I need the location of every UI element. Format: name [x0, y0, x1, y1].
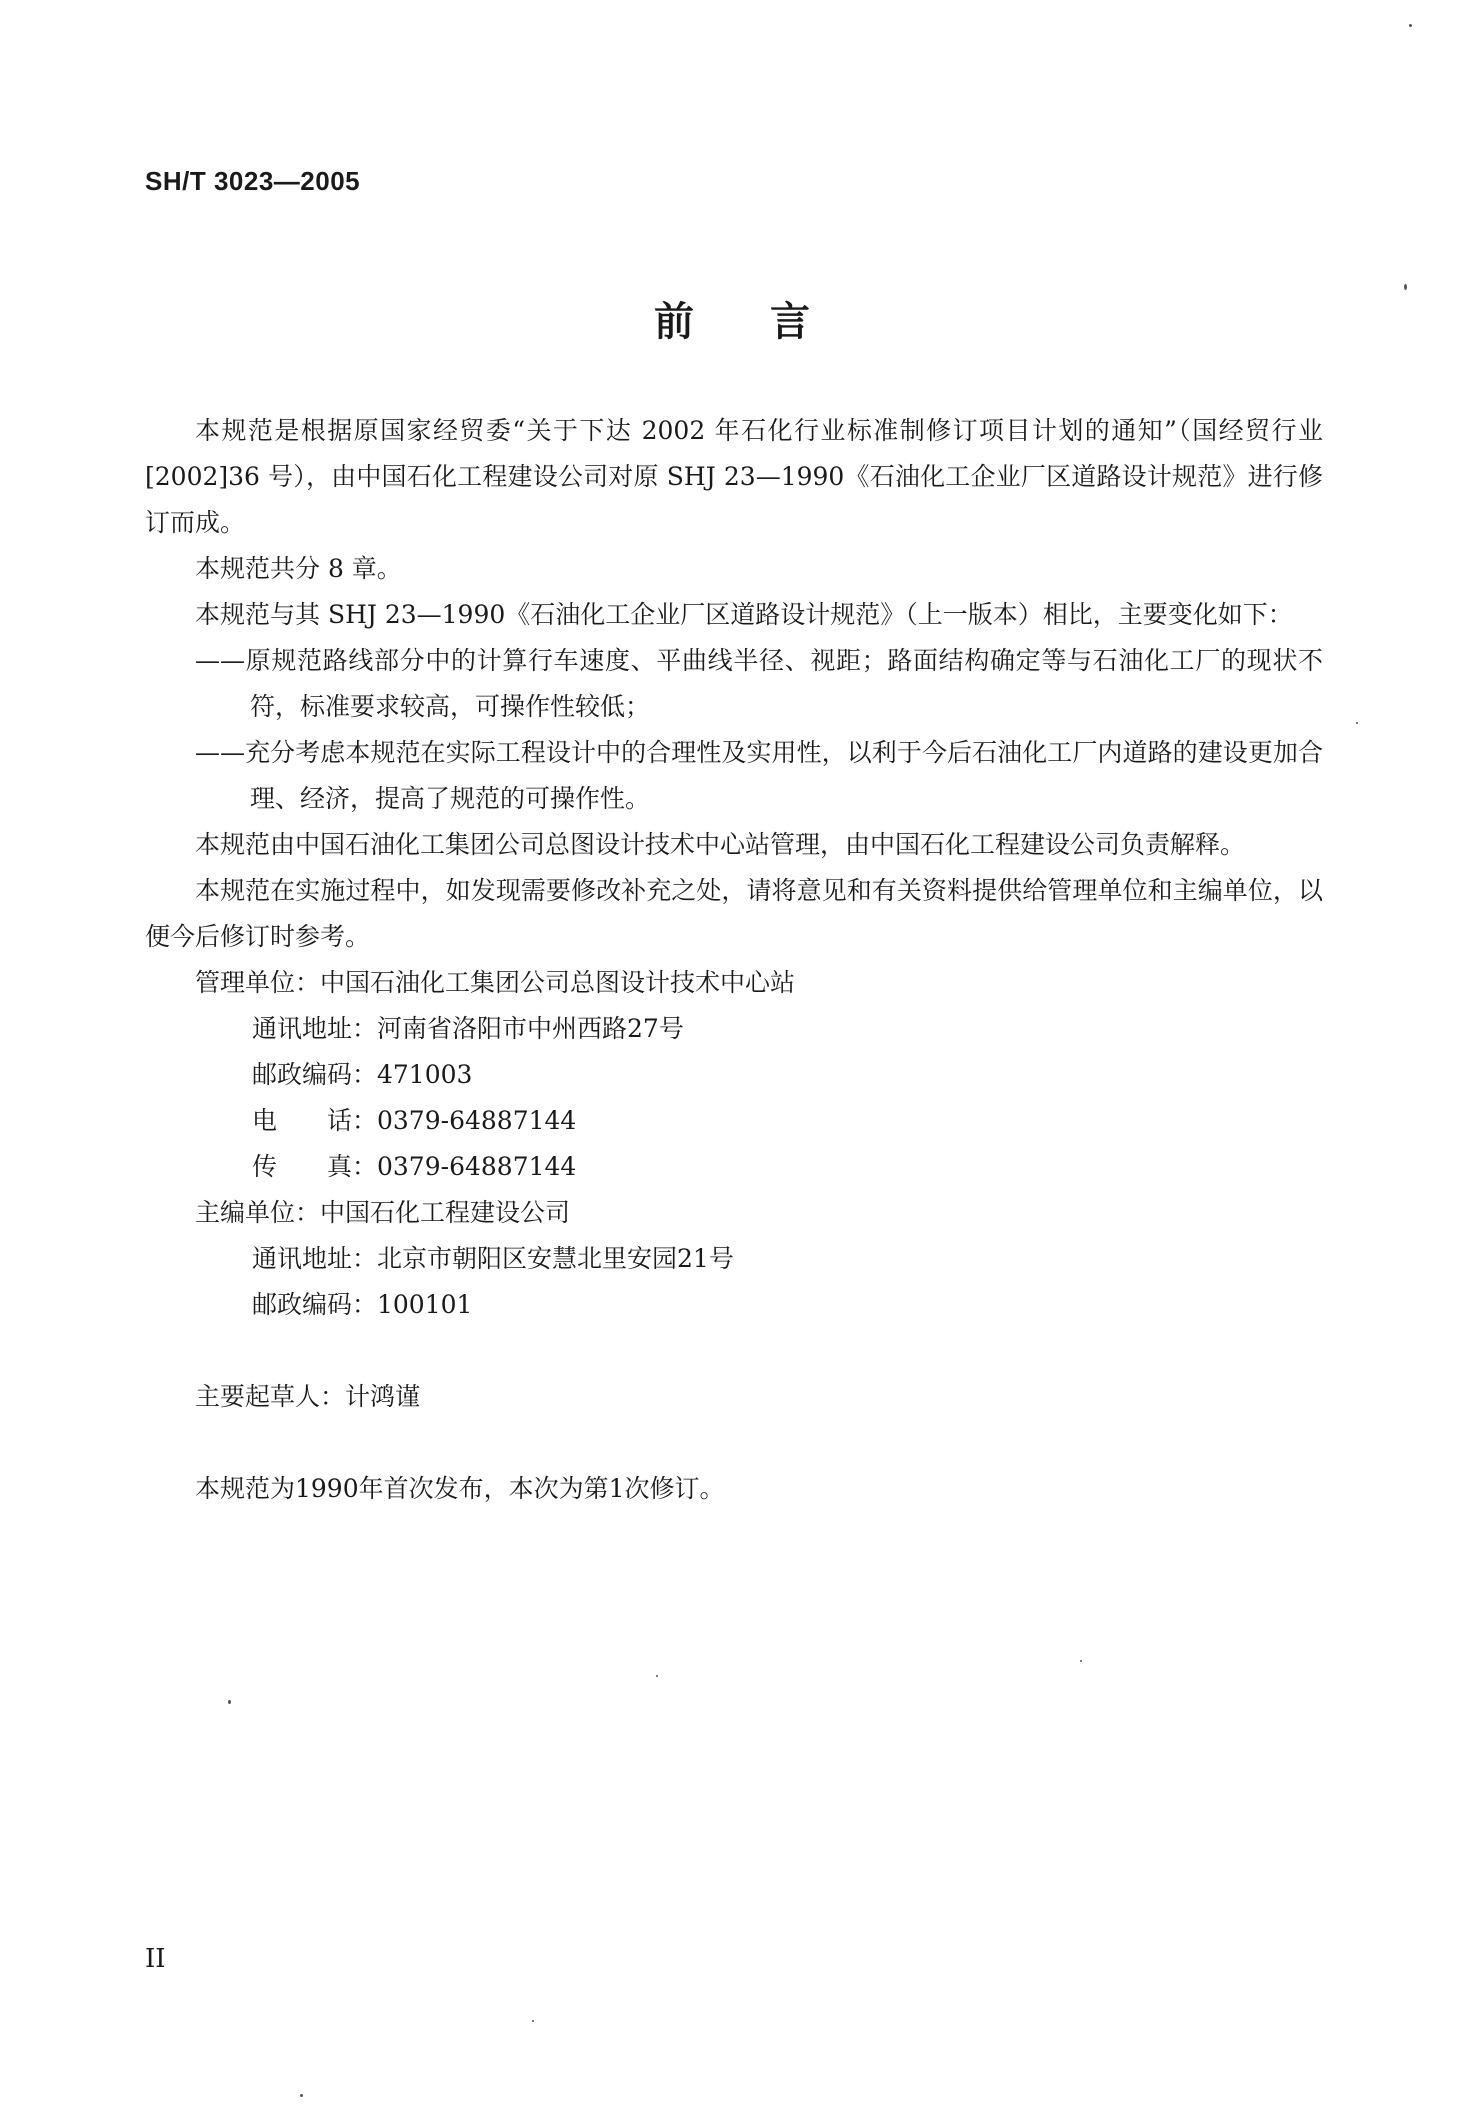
management-unit-block — [145, 960, 1323, 1190]
page-number: II — [145, 1944, 166, 1974]
paragraph-basis: 本规范是根据原国家经贸委“关于下达 2002 年石化行业标准制修订项目计划的通知”（国经贸行业[2002]36 号），由中国石化工程建设公司对原 SHJ 23—1990《石油化工企业厂区道路设计规范》进行修订而成。 — [145, 416, 1323, 537]
main-drafter: 主要起草人：计鸿谨 — [195, 1382, 421, 1411]
paragraph-management: 本规范由中国石油化工集团公司总图设计技术中心站管理，由中国石化工程建设公司负责解释。 — [195, 830, 1246, 859]
editor-unit: 主编单位：中国石化工程建设公司 — [195, 1198, 571, 1227]
change-item-1: ——原规范路线部分中的计算行车速度、平曲线半径、视距；路面结构确定等与石油化工厂的现状不符，标准要求较高，可操作性较低； — [195, 646, 1323, 721]
scan-speck — [300, 2094, 303, 2097]
scan-speck — [1409, 24, 1412, 27]
foreword-body — [145, 408, 1323, 1512]
management-phone: 电 话：0379-64887144 — [252, 1106, 577, 1135]
scan-speck — [1404, 284, 1407, 290]
paragraph-changes-intro: 本规范与其 SHJ 23—1990《石油化工企业厂区道路设计规范》（上一版本）相比，主要变化如下： — [195, 600, 1293, 629]
editor-unit-block — [145, 1190, 1323, 1328]
management-address: 通讯地址：河南省洛阳市中州西路27号 — [252, 1014, 684, 1043]
scan-speck — [656, 1675, 658, 1677]
change-item-2: ——充分考虑本规范在实际工程设计中的合理性及实用性，以利于今后石油化工厂内道路的建设更加合理、经济，提高了规范的可操作性。 — [195, 738, 1323, 813]
scan-speck — [1080, 1660, 1082, 1662]
scan-speck — [228, 1700, 231, 1704]
release-note: 本规范为1990年首次发布，本次为第1次修订。 — [195, 1474, 725, 1503]
editor-address: 通讯地址：北京市朝阳区安慧北里安园21号 — [252, 1244, 734, 1273]
scan-speck — [532, 2020, 534, 2022]
management-unit: 管理单位：中国石油化工集团公司总图设计技术中心站 — [195, 968, 796, 997]
paragraph-feedback: 本规范在实施过程中，如发现需要修改补充之处，请将意见和有关资料提供给管理单位和主编单位，以便今后修订时参考。 — [145, 876, 1323, 951]
standard-code: SH/T 3023—2005 — [145, 166, 361, 196]
management-postcode: 邮政编码：471003 — [252, 1060, 473, 1089]
scan-speck — [1356, 722, 1358, 724]
management-fax: 传 真：0379-64887144 — [252, 1152, 577, 1181]
editor-postcode: 邮政编码：100101 — [252, 1290, 473, 1319]
paragraph-chapters: 本规范共分 8 章。 — [195, 554, 402, 583]
page-title: 前言 — [654, 299, 886, 345]
